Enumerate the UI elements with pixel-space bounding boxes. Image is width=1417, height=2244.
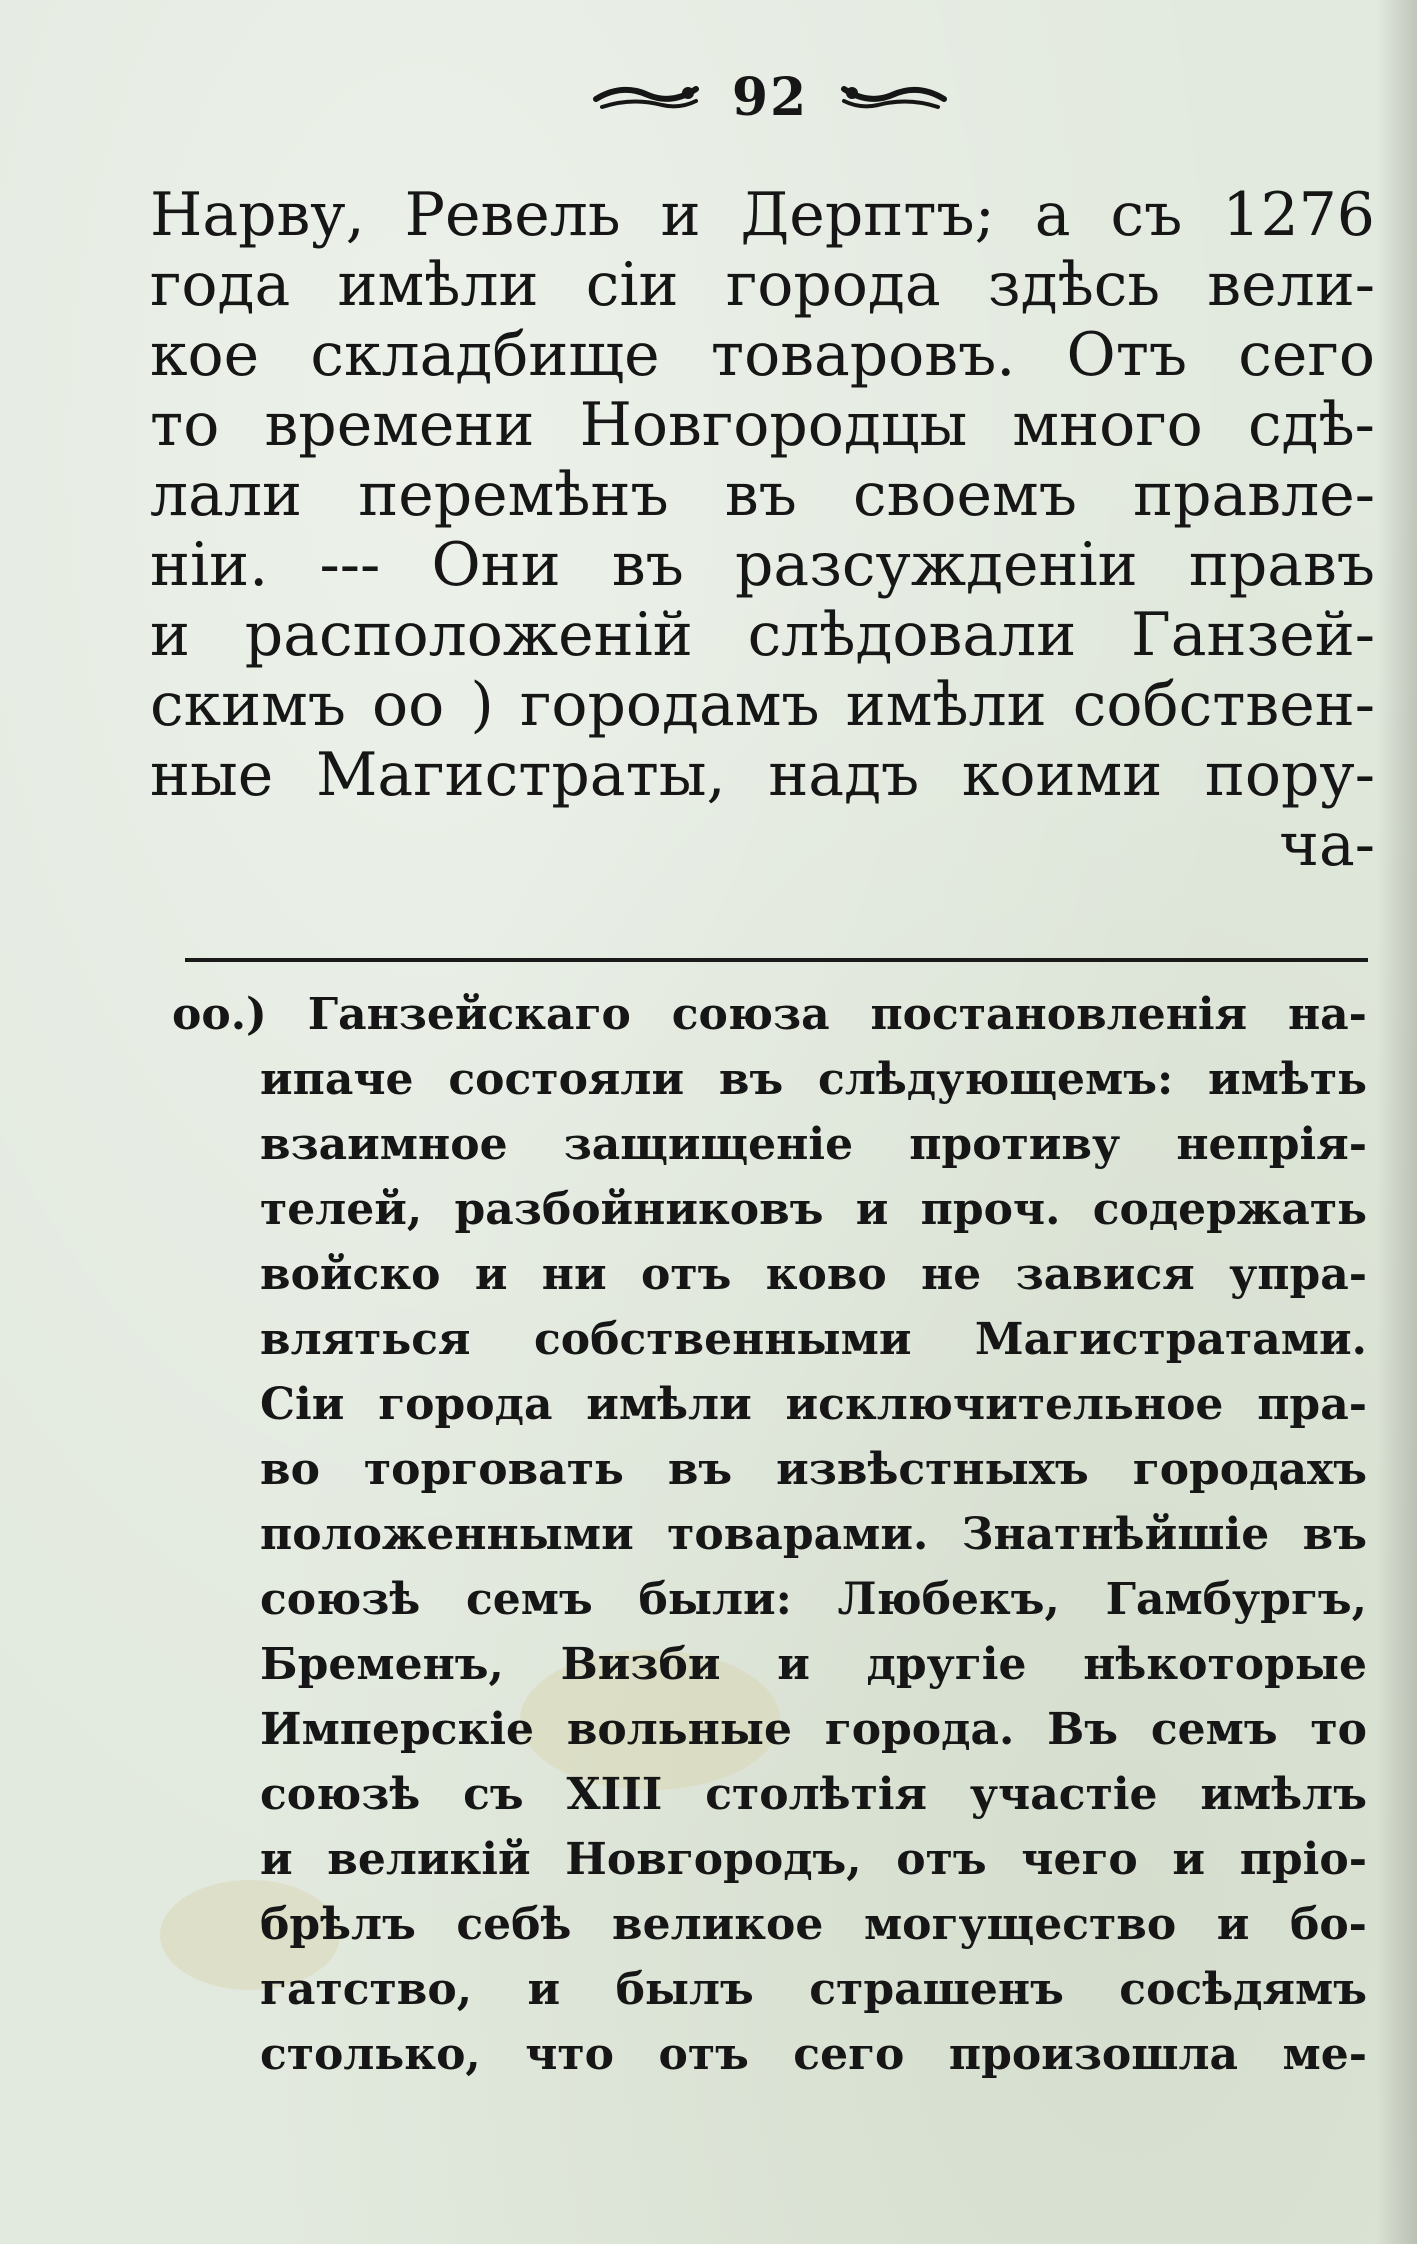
scroll-ornament-right-icon [838,77,948,117]
main-text-line: Нарву, Ревель и Дерптъ; а съ 1276 [150,180,1375,250]
main-text-block [150,180,1375,880]
main-text-line: кое складбище товаровъ. Отъ сего [150,320,1375,390]
main-text-line: то времени Новгородцы много сдѣ- [150,390,1375,460]
page-header [540,62,1000,132]
footnote-line: телей, разбойниковъ и проч. содержать [260,1184,1367,1235]
footnote-line: во торговать въ извѣстныхъ городахъ [260,1444,1367,1495]
footnote-line: Бременъ, Визби и другiе нѣкоторые [260,1639,1367,1690]
main-text-line: нiи. --- Они въ разсужденiи правъ [150,530,1375,600]
footnote-line: союзѣ семъ были: Любекъ, Гамбургъ, [260,1574,1367,1625]
page-edge-shadow [1377,0,1417,2244]
main-text-line: лали перемѣнъ въ своемъ правле- [150,460,1375,530]
footnote-line: войско и ни отъ ково не завися упра- [260,1249,1367,1300]
footnote-line: Имперскiе вольные города. Въ семъ то [260,1704,1367,1755]
main-text-line: ча- [1279,810,1375,880]
footnote-line: положенными товарами. Знатнѣйшiе въ [260,1509,1367,1560]
footnote-line: взаимное защищенiе противу непрiя- [260,1119,1367,1170]
footnote-line: гатство, и былъ страшенъ сосѣдямъ [260,1964,1367,2015]
footnote-line: вляться собственными Магистратами. [260,1314,1367,1365]
footnote-line: союзѣ съ XIII столѣтiя участiе имѣлъ [260,1769,1367,1820]
footnote-line: брѣлъ себѣ великое могущество и бо- [260,1899,1367,1950]
footnote-line: столько, что отъ сего произошла ме- [260,2029,1367,2080]
main-text-line: скимъ оо ) городамъ имѣли собствен- [150,670,1375,740]
scroll-ornament-left-icon [592,77,702,117]
footnote-block [172,982,1367,2087]
page-number: 92 [731,66,809,128]
footnote-line: ипаче состояли въ слѣдующемъ: имѣть [260,1054,1367,1105]
footnote-line: оо.) Ганзейскаго союза постановленiя на- [172,989,1367,1040]
main-text-line: ные Магистраты, надъ коими пору- [150,740,1375,810]
main-text-line: года имѣли сiи города здѣсь вели- [150,250,1375,320]
footnote-line: Сiи города имѣли исключительное пра- [260,1379,1367,1430]
footnote-line: и великiй Новгородъ, отъ чего и прio- [260,1834,1367,1885]
footnote-divider [185,958,1368,962]
main-text-line: и расположенiй слѣдовали Ганзей- [150,600,1375,670]
